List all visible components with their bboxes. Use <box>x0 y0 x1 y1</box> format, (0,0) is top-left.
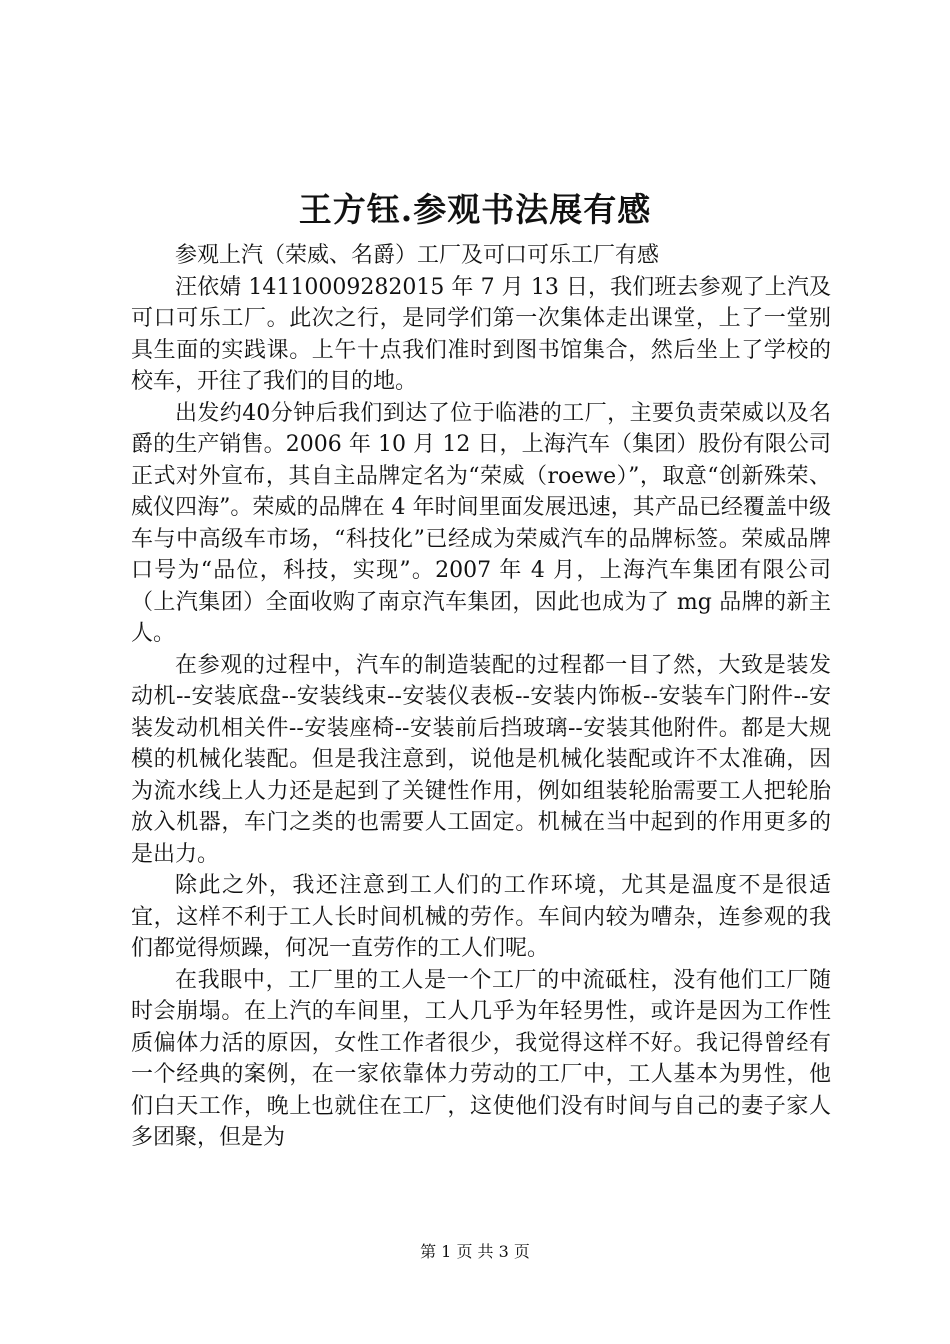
body-paragraph: 出发约40分钟后我们到达了位于临港的工厂，主要负责荣威以及名爵的生产销售。2006 年 10 月 12 日，上海汽车（集团）股份有限公司正式对外宣布，其自主品牌定名为“荣威（roewe）”，取意“创新殊荣、威仪四海”。荣威的品牌在 4 年时间里面发展迅速，其产品已经覆盖中级车与中高级车市场，“科技化”已经成为荣威汽车的品牌标签。荣威品牌口号为“品位，科技，实现”。2007 年 4 月，上海汽车集团有限公司（上汽集团）全面收购了南京汽车集团，因此也成为了 mg 品牌的新主人。 <box>131 400 831 646</box>
body-paragraph: 除此之外，我还注意到工人们的工作环境，尤其是温度不是很适宜，这样不利于工人长时间机械的劳作。车间内较为嘈杂，连参观的我们都觉得烦躁，何况一直劳作的工人们呢。 <box>131 873 831 961</box>
body-paragraph: 在我眼中，工厂里的工人是一个工厂的中流砥柱，没有他们工厂随时会崩塌。在上汽的车间里，工人几乎为年轻男性，或许是因为工作性质偏体力活的原因，女性工作者很少，我觉得这样不好。我记得曾经有一个经典的案例，在一家依靠体力劳动的工厂中，工人基本为男性，他们白天工作，晚上也就住在工厂，这使他们没有时间与自己的妻子家人多团聚，但是为 <box>131 967 831 1150</box>
body-paragraph: 汪依婧 14110009282015 年 7 月 13 日，我们班去参观了上汽及可口可乐工厂。此次之行，是同学们第一次集体走出课堂，上了一堂别具生面的实践课。上午十点我们准时到图书馆集合，然后坐上了学校的校车，开往了我们的目的地。 <box>131 274 831 394</box>
page-number-footer: 第 1 页 共 3 页 <box>420 1242 530 1261</box>
page-title: 王方钰.参观书法展有感 <box>298 190 652 229</box>
body-paragraph: 在参观的过程中，汽车的制造装配的过程都一目了然，大致是装发动机--安装底盘--安装线束--安装仪表板--安装内饰板--安装车门附件--安装发动机相关件--安装座椅--安装前后挡玻璃--安装其他附件。都是大规模的机械化装配。但是我注意到，说他是机械化装配或许不太准确，因为流水线上人力还是起到了关键性作用，例如组装轮胎需要工人把轮胎放入机器，车门之类的也需要人工固定。机械在当中起到的作用更多的是出力。 <box>131 652 831 867</box>
subtitle-paragraph: 参观上汽（荣威、名爵）工厂及可口可乐工厂有感 <box>175 243 660 268</box>
document-body <box>131 240 831 1154</box>
